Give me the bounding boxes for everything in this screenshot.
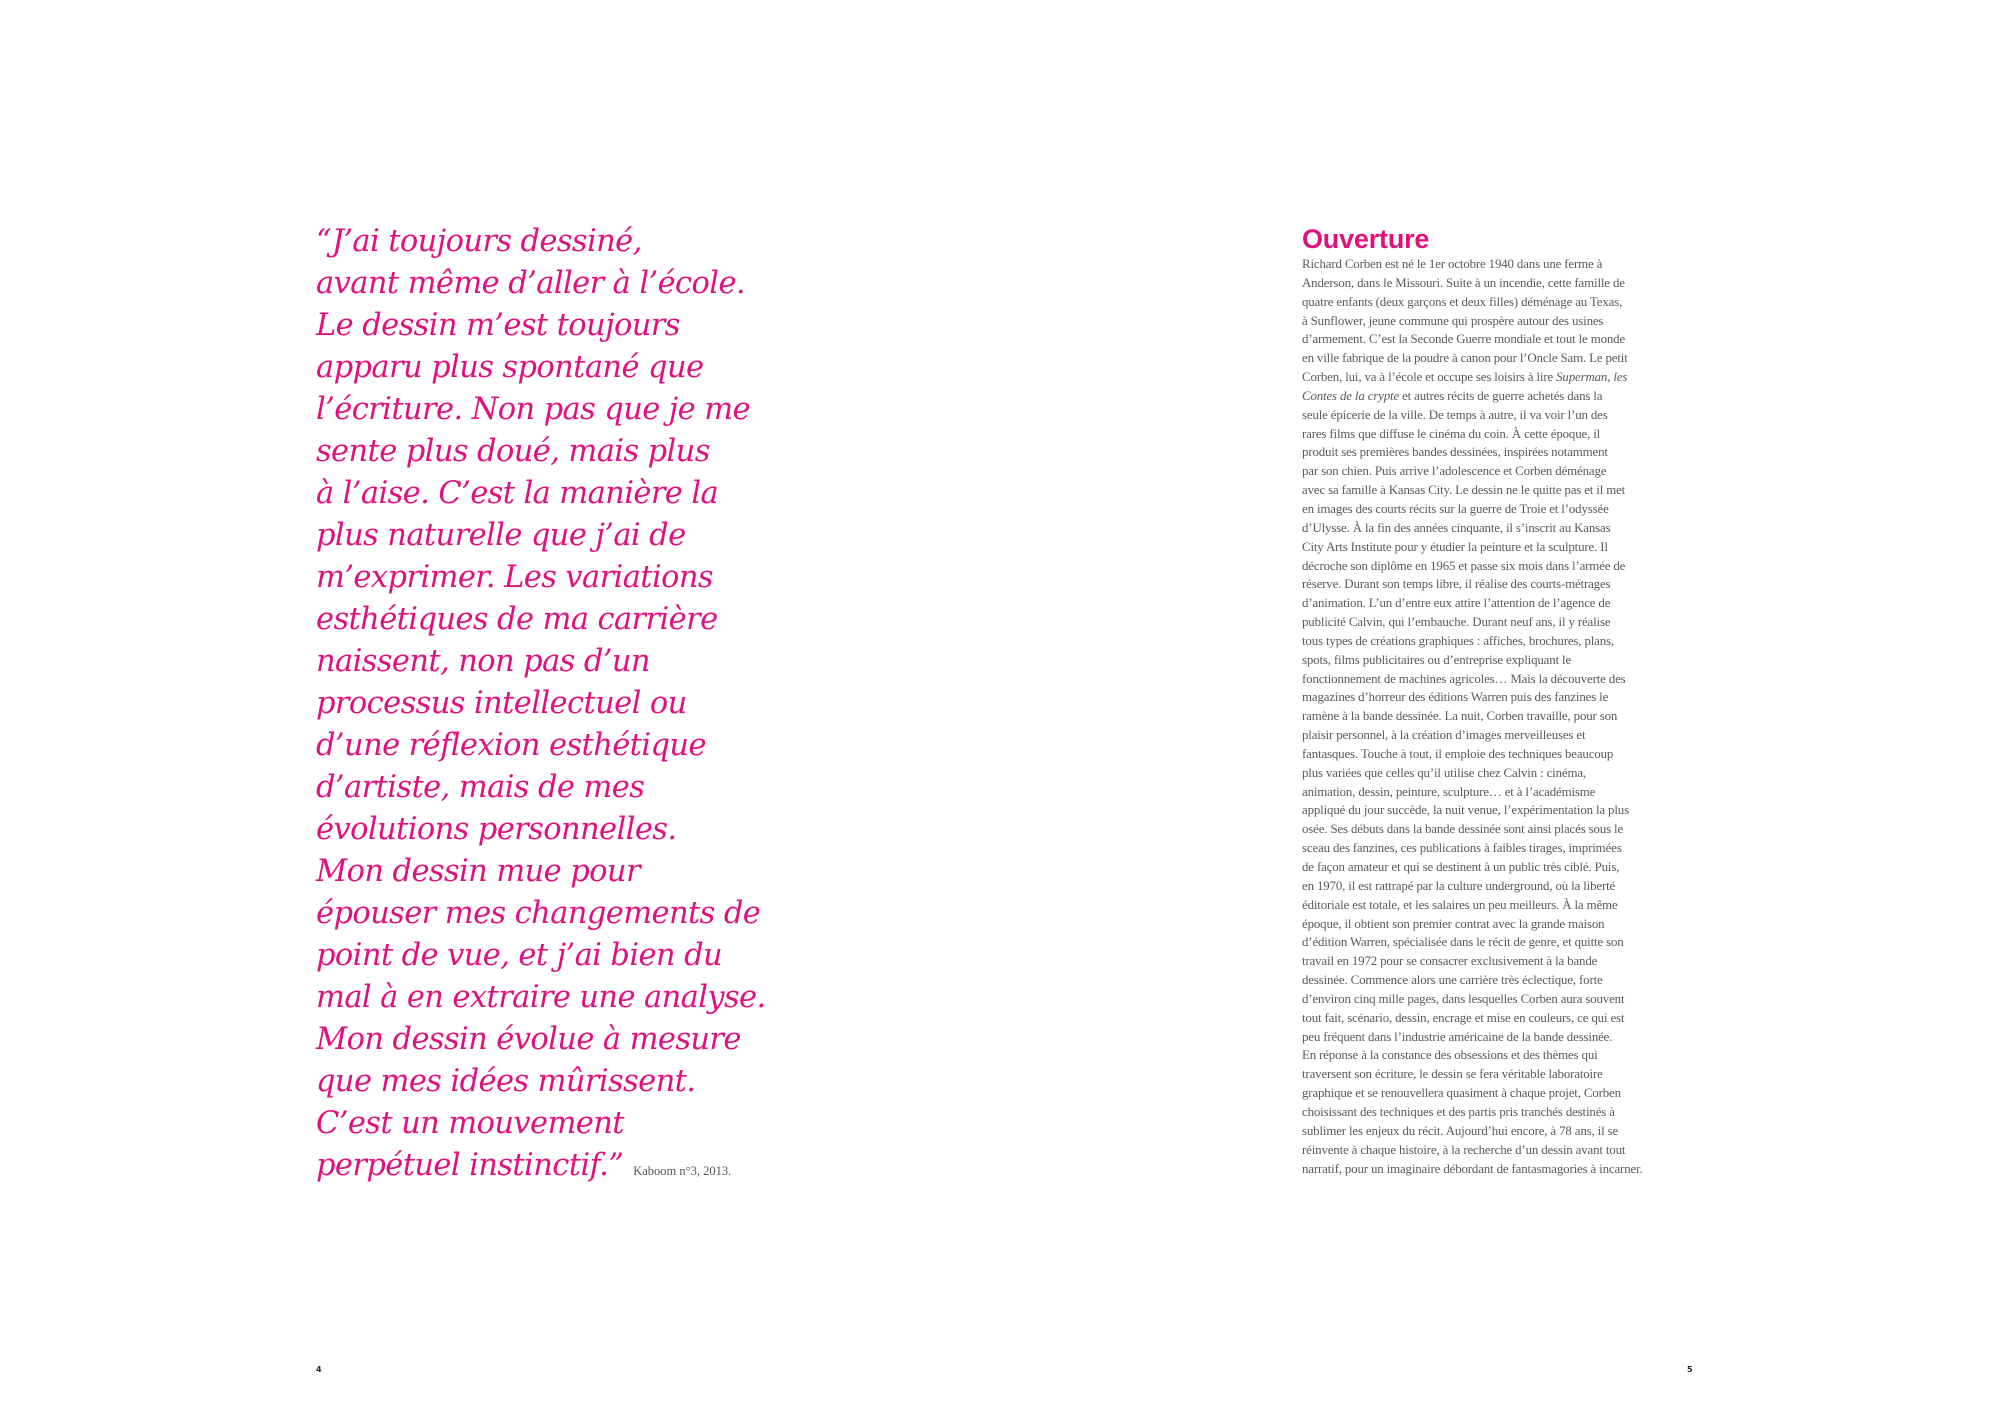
quote-line: C’est un mouvement xyxy=(316,1106,624,1141)
body-text-line: d’édition Warren, spécialisée dans le récit de genre, et quitte son xyxy=(1302,935,1624,950)
body-text-line: fantasques. Touche à tout, il emploie des techniques beaucoup xyxy=(1302,746,1614,761)
body-text-line: traversent son écriture, le dessin se fera véritable laboratoire xyxy=(1302,1067,1603,1082)
body-text-line: spots, films publicitaires ou d’entreprise expliquant le xyxy=(1302,652,1572,667)
body-text-line: époque, il obtient son premier contrat avec la grande maison xyxy=(1302,916,1605,931)
body-text-line: d’environ cinq mille pages, dans lesquelles Corben aura souvent xyxy=(1302,991,1625,1006)
quote-line: processus intellectuel ou xyxy=(316,686,687,721)
quote-line: m’exprimer. Les variations xyxy=(316,560,713,595)
quote-line: Mon dessin évolue à mesure xyxy=(316,1022,741,1057)
quote-line: apparu plus spontané que xyxy=(316,350,704,385)
body-text-line: d’armement. C’est la Seconde Guerre mondiale et tout le monde xyxy=(1302,332,1626,347)
page-number: 4 xyxy=(316,1365,322,1374)
body-text-line: plaisir personnel, à la création d’images merveilleuses et xyxy=(1302,728,1586,743)
quote-line: plus naturelle que j’ai de xyxy=(316,518,686,553)
body-text-line: seule épicerie de la ville. De temps à autre, il va voir l’un des xyxy=(1302,407,1608,422)
body-text-line: décroche son diplôme en 1965 et passe six mois dans l’armée de xyxy=(1302,558,1626,573)
body-text-line: sceau des fanzines, ces publications à faibles tirages, imprimées xyxy=(1302,841,1622,856)
body-text-line: dessinée. Commence alors une carrière très éclectique, forte xyxy=(1302,973,1603,988)
article xyxy=(1302,225,1722,1178)
body-text-line: Anderson, dans le Missouri. Suite à un incendie, cette famille de xyxy=(1302,275,1625,290)
body-text-line: plus variées que celles qu’il utilise chez Calvin : cinéma, xyxy=(1302,765,1586,780)
body-text-line: d’Ulysse. À la fin des années cinquante, il s’inscrit au Kansas xyxy=(1302,520,1611,535)
body-text-line: peu fréquent dans l’industrie américaine de la bande dessinée. xyxy=(1302,1029,1613,1044)
quote-line: point de vue, et j’ai bien du xyxy=(316,938,723,973)
body-text-line: fonctionnement de machines agricoles… Mais la découverte des xyxy=(1302,671,1626,686)
quote-line: d’artiste, mais de mes xyxy=(316,770,645,805)
body-text-line: appliqué du jour succède, la nuit venue, l’expérimentation la plus xyxy=(1302,803,1629,818)
body-text-line: tout fait, scénario, dessin, encrage et mise en couleurs, ce qui est xyxy=(1302,1010,1625,1025)
body-text-line: réinvente à chaque histoire, à la recherche d’un dessin avant tout xyxy=(1302,1142,1626,1157)
body-text-line: En réponse à la constance des obsessions et des thèmes qui xyxy=(1302,1048,1598,1063)
quote-line: que mes idées mûrissent. xyxy=(316,1064,696,1099)
quote-last-line xyxy=(316,1145,816,1192)
body-text-line: quatre enfants (deux garçons et deux filles) déménage au Texas, xyxy=(1302,294,1623,309)
body-text-line: choisissant des techniques et des partis pris tranchés destinés à xyxy=(1302,1104,1615,1119)
body-text-line: avec sa famille à Kansas City. Le dessin ne le quitte pas et il met xyxy=(1302,483,1626,498)
quote-line: sente plus doué, mais plus xyxy=(316,434,710,469)
quote-line: perpétuel instinctif.” xyxy=(316,1148,624,1183)
quote-line: “J’ai toujours dessiné, xyxy=(316,224,642,259)
pull-quote xyxy=(316,221,816,1192)
body-text-line: narratif, pour un imaginaire débordant de fantasmagories à incarner. xyxy=(1302,1161,1643,1176)
body-text-line: Corben, lui, va à l’école et occupe ses loisirs à lire Superman, les xyxy=(1302,370,1628,385)
body-text-line: City Arts Institute pour y étudier la peinture et la sculpture. Il xyxy=(1302,539,1608,554)
quote-source: Kaboom n°3, 2013. xyxy=(633,1164,732,1178)
body-text-line: par son chien. Puis arrive l’adolescence et Corben déménage xyxy=(1302,464,1607,479)
quote-line: naissent, non pas d’un xyxy=(316,644,650,679)
body-text-line: en 1970, il est rattrapé par la culture underground, où la liberté xyxy=(1302,878,1616,893)
body-text-line: éditoriale est totale, et les salaires un peu meilleurs. À la même xyxy=(1302,897,1618,912)
body-text-line: en images des courts récits sur la guerre de Troie et l’odyssée xyxy=(1302,501,1609,516)
body-text-line: produit ses premières bandes dessinées, inspirées notamment xyxy=(1302,445,1608,460)
body-text-line: graphique et se renouvellera quasiment à chaque projet, Corben xyxy=(1302,1086,1621,1101)
quote-line: à l’aise. C’est la manière la xyxy=(316,476,719,511)
quote-line: mal à en extraire une analyse. xyxy=(316,980,766,1015)
body-text-line: Contes de la crypte et autres récits de guerre achetés dans la xyxy=(1302,388,1603,403)
body-text-line: animation, dessin, peinture, sculpture… et à l’académisme xyxy=(1302,784,1596,799)
body-text-line: Richard Corben est né le 1er octobre 1940 dans une ferme à xyxy=(1302,257,1603,271)
quote-line: Mon dessin mue pour xyxy=(316,854,640,889)
article-title: Ouverture xyxy=(1302,224,1430,254)
article-body xyxy=(1302,255,1722,1178)
body-text-line: en ville fabrique de la poudre à canon pour l’Oncle Sam. Le petit xyxy=(1302,351,1628,366)
quote-line: évolutions personnelles. xyxy=(316,812,677,847)
body-text-line: osée. Ses débuts dans la bande dessinée sont ainsi placés sous le xyxy=(1302,822,1624,837)
quote-line: épouser mes changements de xyxy=(316,896,761,931)
body-text-line: publicité Calvin, qui l’embauche. Durant neuf ans, il y réalise xyxy=(1302,615,1611,630)
body-text-line: d’animation. L’un d’entre eux attire l’attention de l’agence de xyxy=(1302,596,1611,611)
body-text-line: tous types de créations graphiques : affiches, brochures, plans, xyxy=(1302,633,1614,648)
page-number: 5 xyxy=(1687,1365,1693,1374)
body-text-line: ramène à la bande dessinée. La nuit, Corben travaille, pour son xyxy=(1302,709,1618,724)
quote-line: d’une réflexion esthétique xyxy=(316,728,706,763)
quote-line: avant même d’aller à l’école. xyxy=(316,266,745,301)
body-text-line: magazines d’horreur des éditions Warren puis des fanzines le xyxy=(1302,690,1609,705)
body-text-line: à Sunflower, jeune commune qui prospère autour des usines xyxy=(1302,313,1604,328)
body-text-line: réserve. Durant son temps libre, il réalise des courts-métrages xyxy=(1302,577,1611,592)
body-text-line: sublimer les enjeux du récit. Aujourd’hui encore, à 78 ans, il se xyxy=(1302,1123,1619,1138)
quote-line: l’écriture. Non pas que je me xyxy=(316,392,750,427)
quote-line: esthétiques de ma carrière xyxy=(316,602,718,637)
body-text-line: de façon amateur et qui se destinent à un public très ciblé. Puis, xyxy=(1302,860,1620,874)
body-text-line: travail en 1972 pour se consacrer exclusivement à la bande xyxy=(1302,954,1598,969)
body-text-line: rares films que diffuse le cinéma du coin. À cette époque, il xyxy=(1302,426,1601,441)
quote-line: Le dessin m’est toujours xyxy=(316,308,680,343)
right-page xyxy=(1000,0,2000,1428)
